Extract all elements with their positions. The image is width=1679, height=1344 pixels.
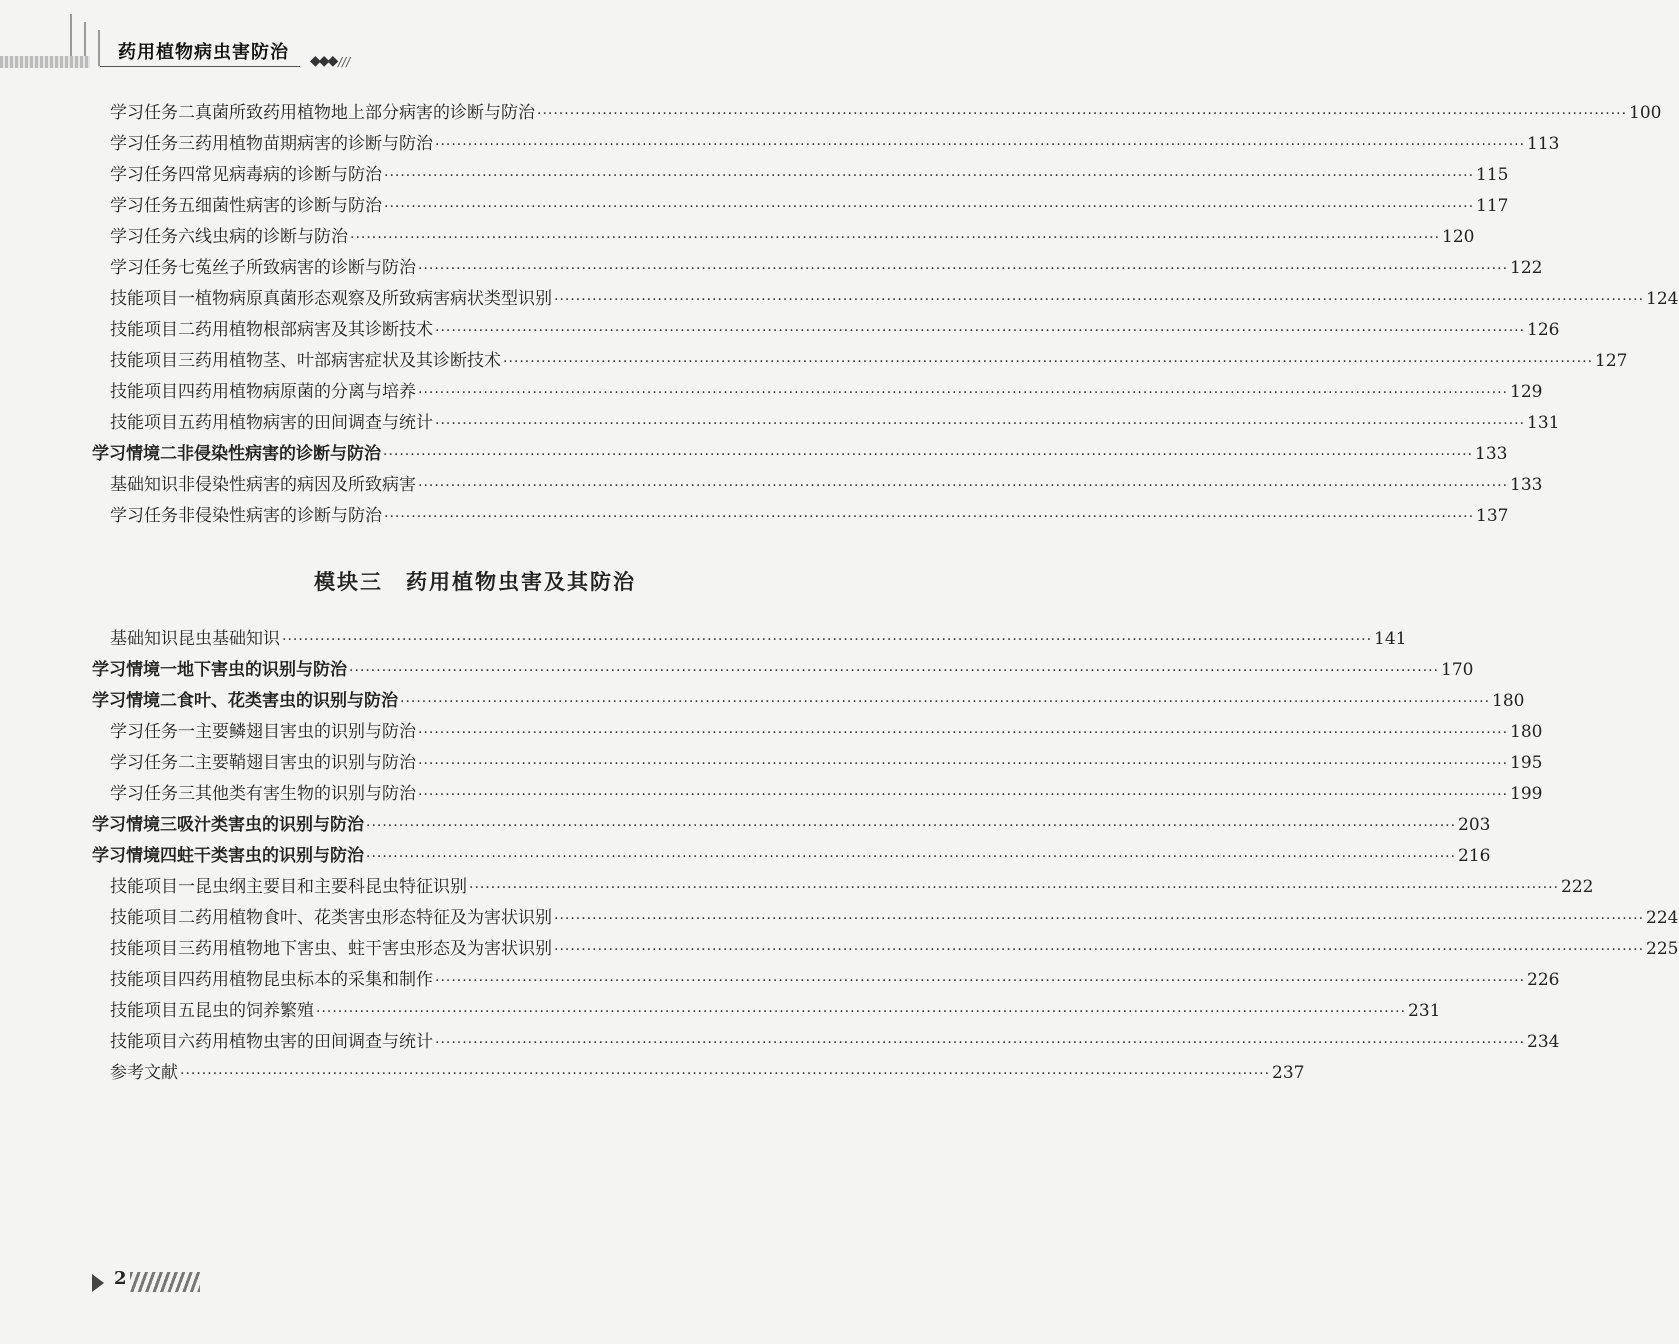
dot-leader: ········································································································································································································: [418, 756, 1509, 772]
toc-entry-page: 225: [1646, 939, 1679, 959]
toc-entry[interactable]: [110, 501, 1509, 531]
toc-entry[interactable]: [110, 903, 1679, 933]
dot-leader: ········································································································································································································: [366, 849, 1457, 865]
toc-entry[interactable]: [110, 160, 1509, 190]
toc-entry[interactable]: [110, 934, 1679, 964]
toc-entry-title: 参考文献: [110, 1063, 178, 1083]
header-ornament: ◆◆◆: [310, 53, 337, 69]
dot-leader: ········································································································································································································: [435, 973, 1526, 989]
dot-leader: ········································································································································································································: [383, 447, 1474, 463]
toc-entry[interactable]: [110, 377, 1543, 407]
page-header: [0, 0, 950, 80]
page-number: 2: [114, 1268, 127, 1289]
header-rule: [100, 66, 300, 67]
toc-entry-page: 199: [1510, 784, 1543, 804]
module-title: 模块三 药用植物虫害及其防治: [314, 570, 636, 594]
toc-entry[interactable]: [110, 470, 1543, 500]
toc-entry-page: 234: [1527, 1032, 1560, 1052]
toc-entry-page: 195: [1510, 753, 1543, 773]
toc-entry-number: 学习任务二: [110, 753, 195, 773]
dot-leader: ········································································································································································································: [418, 478, 1509, 494]
dot-leader: ········································································································································································································: [400, 694, 1491, 710]
toc-entry-number: 学习任务六: [110, 227, 195, 247]
toc-entry[interactable]: [110, 315, 1560, 345]
toc-entry[interactable]: [110, 408, 1560, 438]
toc-entry-number: 技能项目一: [110, 877, 195, 897]
toc-entry[interactable]: [110, 748, 1543, 778]
toc-entry-title: 药用植物茎、叶部病害症状及其诊断技术: [195, 351, 501, 371]
header-line: [98, 30, 100, 66]
toc-entry-number: 技能项目五: [110, 1001, 195, 1021]
toc-entry-number: 基础知识: [110, 629, 178, 649]
toc-entry[interactable]: [110, 222, 1475, 252]
toc-entry-page: 113: [1527, 134, 1560, 154]
toc-entry[interactable]: [92, 810, 1491, 840]
dot-leader: ········································································································································································································: [180, 1066, 1271, 1082]
toc-entry-title: 主要鞘翅目害虫的识别与防治: [195, 753, 416, 773]
toc-entry-title: 非侵染性病害的诊断与防治: [177, 444, 381, 464]
toc-entry-number: 学习任务: [110, 506, 178, 526]
toc-entry-number: 学习情境一: [92, 660, 177, 680]
dot-leader: ········································································································································································································: [418, 385, 1509, 401]
toc-entry[interactable]: [92, 439, 1508, 469]
toc-entry-title: 药用植物病害的田间调查与统计: [195, 413, 433, 433]
toc-entry-page: 131: [1527, 413, 1560, 433]
toc-entry-page: 226: [1527, 970, 1560, 990]
toc-entry-page: 133: [1475, 444, 1508, 464]
toc-entry-page: 180: [1492, 691, 1525, 711]
toc-entry-page: 122: [1510, 258, 1543, 278]
toc-entry-page: 141: [1374, 629, 1407, 649]
toc-entry-page: 237: [1272, 1063, 1305, 1083]
dot-leader: ········································································································································································································: [418, 725, 1509, 741]
toc-entry-number: 基础知识: [110, 475, 178, 495]
toc-entry-title: 食叶、花类害虫的识别与防治: [177, 691, 398, 711]
dot-leader: ········································································································································································································: [384, 168, 1475, 184]
toc-entry[interactable]: [110, 284, 1679, 314]
header-slashes: ///: [338, 55, 351, 69]
toc-entry[interactable]: [110, 98, 1662, 128]
toc-entry-title: 非侵染性病害的病因及所致病害: [178, 475, 416, 495]
toc-entry-title: 非侵染性病害的诊断与防治: [178, 506, 382, 526]
toc-entry-title: 常见病毒病的诊断与防治: [195, 165, 382, 185]
toc-entry[interactable]: [110, 965, 1560, 995]
dot-leader: ········································································································································································································: [282, 632, 1373, 648]
toc-entry[interactable]: [110, 717, 1543, 747]
toc-entry[interactable]: [92, 841, 1491, 871]
dot-leader: ········································································································································································································: [554, 911, 1645, 927]
dot-leader: ········································································································································································································: [537, 106, 1628, 122]
toc-entry-page: 127: [1595, 351, 1628, 371]
toc-entry-number: 技能项目二: [110, 320, 195, 340]
toc-entry-number: 技能项目一: [110, 289, 195, 309]
toc-entry-page: 126: [1527, 320, 1560, 340]
page-footer: [92, 1268, 202, 1296]
toc-entry-title: 真菌所致药用植物地上部分病害的诊断与防治: [195, 103, 535, 123]
toc-entry[interactable]: [110, 1027, 1560, 1057]
toc-entry-number: 学习任务三: [110, 134, 195, 154]
toc-entry[interactable]: [92, 686, 1525, 716]
toc-entry-number: 技能项目二: [110, 908, 195, 928]
dot-leader: ········································································································································································································: [418, 787, 1509, 803]
toc-entry-page: 222: [1561, 877, 1594, 897]
dot-leader: ········································································································································································································: [554, 942, 1645, 958]
header-bar: [0, 56, 90, 68]
dot-leader: ········································································································································································································: [435, 1035, 1526, 1051]
toc-entry-number: 技能项目四: [110, 382, 195, 402]
toc-entry-title: 药用植物食叶、花类害虫形态特征及为害状识别: [195, 908, 552, 928]
toc-entry-number: 学习任务一: [110, 722, 195, 742]
dot-leader: ········································································································································································································: [350, 230, 1441, 246]
toc-entry-number: 技能项目六: [110, 1032, 195, 1052]
toc-entry[interactable]: [110, 1058, 1305, 1088]
toc-entry-page: 216: [1458, 846, 1491, 866]
toc-entry-number: 学习情境二: [92, 691, 177, 711]
dot-leader: ········································································································································································································: [503, 354, 1594, 370]
toc-entry-title: 药用植物昆虫标本的采集和制作: [195, 970, 433, 990]
toc-entry-title: 药用植物根部病害及其诊断技术: [195, 320, 433, 340]
toc-entry[interactable]: [110, 779, 1543, 809]
dot-leader: ········································································································································································································: [384, 199, 1475, 215]
toc-entry-title: 其他类有害生物的识别与防治: [195, 784, 416, 804]
footer-stripes: [130, 1272, 200, 1292]
book-title: 药用植物病虫害防治: [118, 42, 289, 63]
dot-leader: ········································································································································································································: [435, 137, 1526, 153]
toc-entry-title: 地下害虫的识别与防治: [177, 660, 347, 680]
dot-leader: ········································································································································································································: [418, 261, 1509, 277]
toc-entry-number: 技能项目五: [110, 413, 195, 433]
toc-entry-page: 133: [1510, 475, 1543, 495]
toc-entry-number: 学习任务二: [110, 103, 195, 123]
toc-entry-title: 细菌性病害的诊断与防治: [195, 196, 382, 216]
toc-entry-page: 224: [1646, 908, 1679, 928]
toc-entry-number: 技能项目四: [110, 970, 195, 990]
toc-entry-number: 学习任务四: [110, 165, 195, 185]
toc-entry-title: 蛀干类害虫的识别与防治: [177, 846, 364, 866]
toc-entry-number: 学习任务五: [110, 196, 195, 216]
toc-entry-number: 学习任务七: [110, 258, 195, 278]
toc-entry[interactable]: [92, 655, 1474, 685]
toc-entry-title: 菟丝子所致病害的诊断与防治: [195, 258, 416, 278]
toc-entry-title: 吸汁类害虫的识别与防治: [177, 815, 364, 835]
toc-entry-title: 昆虫纲主要目和主要科昆虫特征识别: [195, 877, 467, 897]
toc-entry-title: 植物病原真菌形态观察及所致病害病状类型识别: [195, 289, 552, 309]
toc-entry[interactable]: [110, 191, 1509, 221]
toc-entry[interactable]: [110, 996, 1441, 1026]
toc-entry-page: 170: [1441, 660, 1474, 680]
toc-entry-page: 115: [1476, 165, 1509, 185]
toc-entry-title: 昆虫基础知识: [178, 629, 280, 649]
toc-entry-page: 100: [1629, 103, 1662, 123]
toc-entry-number: 技能项目三: [110, 939, 195, 959]
dot-leader: ········································································································································································································: [316, 1004, 1407, 1020]
dot-leader: ········································································································································································································: [349, 663, 1440, 679]
toc-entry-number: 学习情境三: [92, 815, 177, 835]
toc-entry-page: 180: [1510, 722, 1543, 742]
toc-entry-page: 120: [1442, 227, 1475, 247]
toc-entry[interactable]: [110, 129, 1560, 159]
dot-leader: ········································································································································································································: [554, 292, 1645, 308]
toc-entry-page: 203: [1458, 815, 1491, 835]
dot-leader: ········································································································································································································: [384, 509, 1475, 525]
toc-entry-title: 主要鳞翅目害虫的识别与防治: [195, 722, 416, 742]
toc-entry[interactable]: [110, 624, 1407, 654]
toc-entry-title: 昆虫的饲养繁殖: [195, 1001, 314, 1021]
toc-entry-page: 129: [1510, 382, 1543, 402]
toc-entry-title: 药用植物病原菌的分离与培养: [195, 382, 416, 402]
toc-entry-number: 学习任务三: [110, 784, 195, 804]
dot-leader: ········································································································································································································: [366, 818, 1457, 834]
toc-entry-number: 学习情境四: [92, 846, 177, 866]
toc-entry[interactable]: [110, 253, 1543, 283]
toc-entry-page: 231: [1408, 1001, 1441, 1021]
toc-entry-title: 线虫病的诊断与防治: [195, 227, 348, 247]
toc-entry-title: 药用植物虫害的田间调查与统计: [195, 1032, 433, 1052]
dot-leader: ········································································································································································································: [469, 880, 1560, 896]
dot-leader: ········································································································································································································: [435, 416, 1526, 432]
toc-entry-title: 药用植物苗期病害的诊断与防治: [195, 134, 433, 154]
arrow-icon: [92, 1274, 104, 1292]
toc-entry[interactable]: [110, 872, 1594, 902]
toc-entry-page: 117: [1476, 196, 1509, 216]
toc-entry-number: 学习情境二: [92, 444, 177, 464]
dot-leader: ········································································································································································································: [435, 323, 1526, 339]
toc-entry-number: 技能项目三: [110, 351, 195, 371]
toc-entry[interactable]: [110, 346, 1628, 376]
toc-entry-page: 124: [1646, 289, 1679, 309]
toc-entry-title: 药用植物地下害虫、蛀干害虫形态及为害状识别: [195, 939, 552, 959]
toc-entry-page: 137: [1476, 506, 1509, 526]
